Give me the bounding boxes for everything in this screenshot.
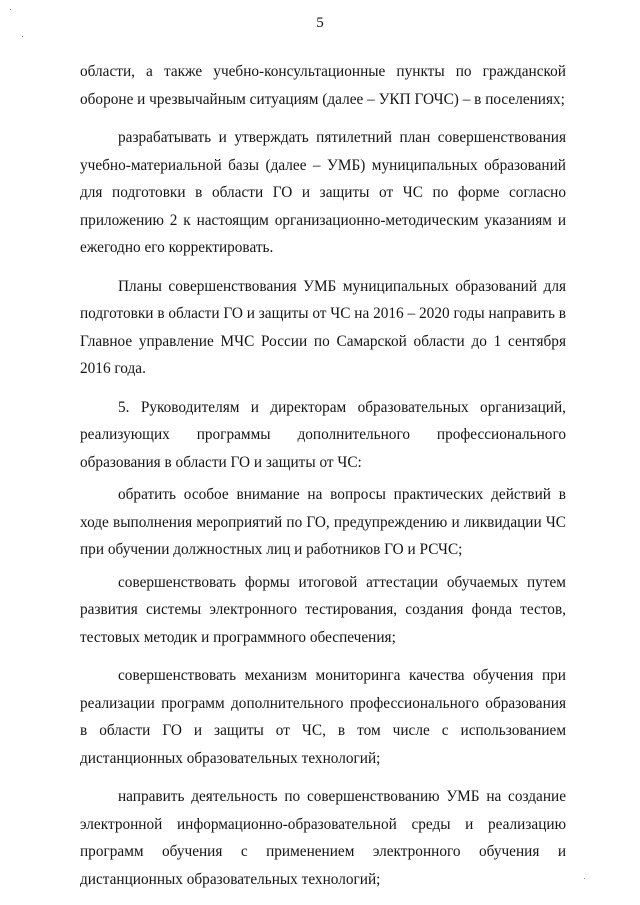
scan-speck xyxy=(22,36,23,37)
scan-speck xyxy=(584,878,585,879)
scan-speck xyxy=(10,9,11,10)
paragraph: области, а также учебно-консультационные пункты по гражданской обороне и чрезвычайным ситуациям (далее – УКП ГОЧС) – в поселениях; xyxy=(80,63,566,108)
paragraph: 5. Руководителям и директорам образовательных организаций, реализующих программы дополнительного профессионального образования в области ГО и защиты от ЧС: xyxy=(80,398,566,471)
paragraph: совершенствовать формы итоговой аттестации обучаемых путем развития системы электронного тестирования, создания фонда тестов, тестовых методик и программного обеспечения; xyxy=(80,573,566,646)
paragraph: обратить особое внимание на вопросы практических действий в ходе выполнения мероприятий по ГО, предупреждению и ликвидации ЧС при обучении должностных лиц и работников ГО и РСЧС; xyxy=(80,486,566,558)
paragraph: разрабатывать и утверждать пятилетний план совершенствования учебно-материальной базы (далее – УМБ) муниципальных образований для подготовки в области ГО и защиты от ЧС по форме согласно приложению 2 к настоящим организационно-методическим указаниям и ежегодно его корректировать. xyxy=(80,129,566,256)
document-body xyxy=(80,58,566,904)
paragraph: Планы совершенствования УМБ муниципальных образований для подготовки в области ГО и защиты от ЧС на 2016 – 2020 годы направить в Главное управление МЧС России по Самарской области до 1 сентября 2016 года. xyxy=(80,277,566,377)
page-number: 5 xyxy=(316,15,324,31)
paragraph: направить деятельность по совершенствованию УМБ на создание электронной информационно-образовательной среды и реализацию программ обучения с применением электронного обучения и дистанционных образовательных технологий; xyxy=(80,788,566,888)
paragraph: совершенствовать механизм мониторинга качества обучения при реализации программ дополнительного профессионального образования в области ГО и защиты от ЧС, в том числе с использованием дистанционных образовательных технологий; xyxy=(80,667,566,767)
